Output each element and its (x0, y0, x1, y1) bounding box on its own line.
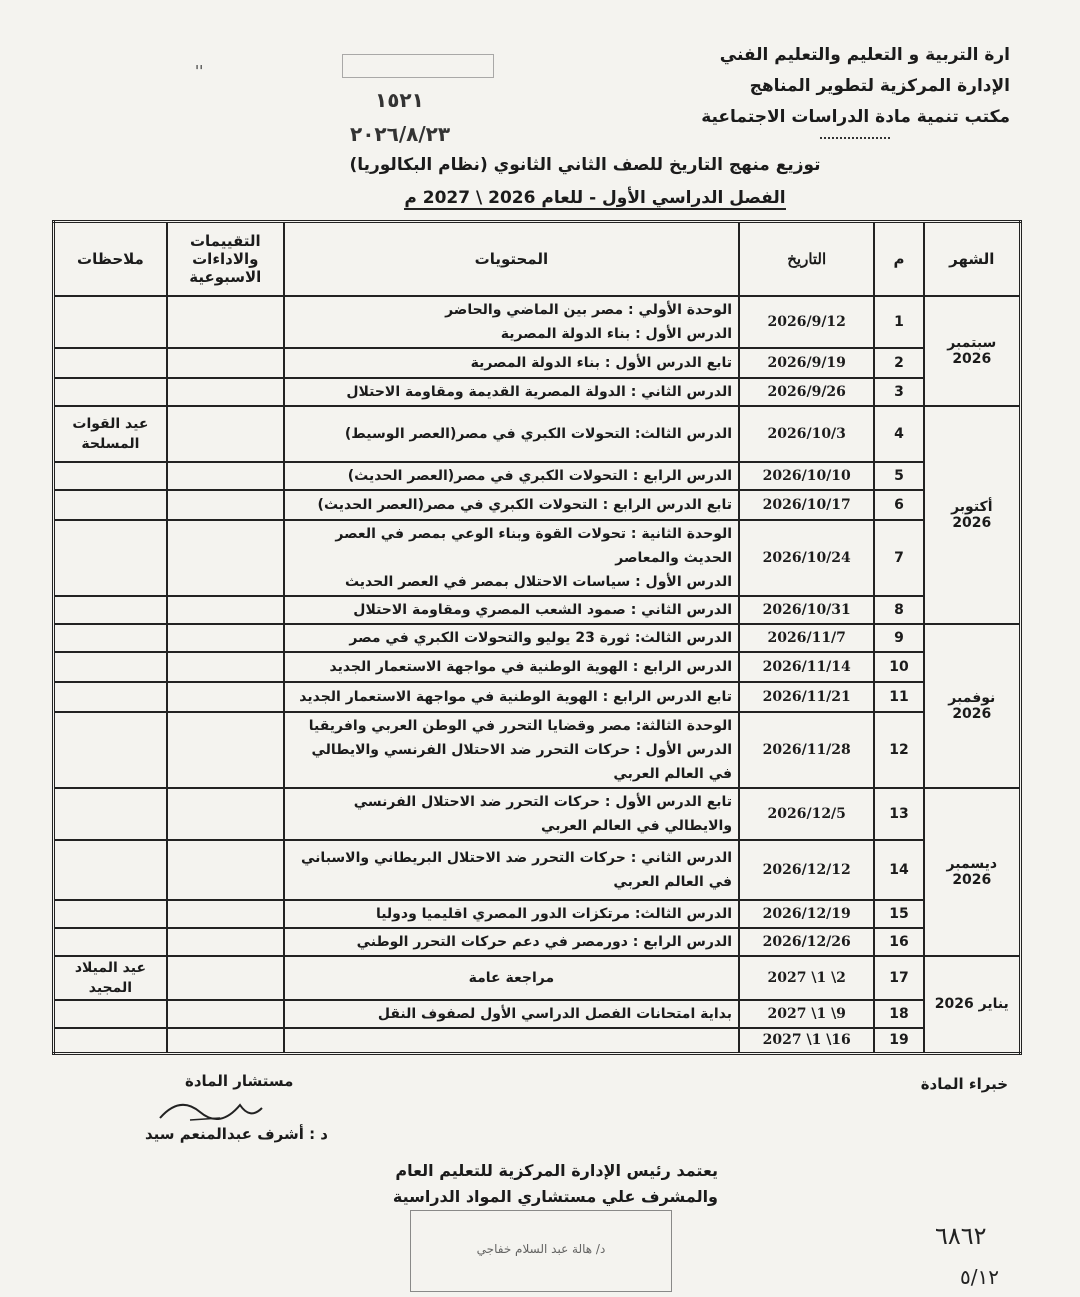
row-content: الدرس الثالث: مرتكزات الدور المصري اقليميا ودوليا (284, 900, 739, 928)
row-note (54, 788, 167, 840)
header-line-1: ارة التربية و التعليم والتعليم الفني (719, 45, 1010, 65)
row-content: الدرس الثاني : حركات التحرر ضد الاحتلال البريطاني والاسباني في العالم العربي (284, 840, 739, 900)
row-date: 2026/9/12 (739, 296, 874, 348)
table-header-row (54, 222, 1021, 296)
row-number: 7 (874, 520, 923, 596)
row-eval (167, 652, 284, 682)
table-body (54, 296, 1021, 1054)
experts-label: خبراء المادة (920, 1075, 1008, 1093)
row-content: الدرس الرابع : الهوية الوطنية في مواجهة الاستعمار الجديد (284, 652, 739, 682)
row-eval (167, 378, 284, 406)
row-number: 6 (874, 490, 923, 520)
row-date: 2027 \1 \9 (739, 1000, 874, 1028)
row-number: 16 (874, 928, 923, 956)
row-content: تابع الدرس الرابع : التحولات الكبري في مصر(العصر الحديث) (284, 490, 739, 520)
table-row (54, 956, 1021, 1000)
header-line-2: الإدارة المركزية لتطوير المناهج (749, 76, 1010, 96)
row-note (54, 378, 167, 406)
row-eval (167, 682, 284, 712)
row-date: 2026/11/14 (739, 652, 874, 682)
row-eval (167, 1000, 284, 1028)
margin-mark: '' (195, 62, 204, 80)
row-number: 14 (874, 840, 923, 900)
document-subtitle (0, 188, 1080, 208)
row-eval (167, 296, 284, 348)
row-number: 9 (874, 624, 923, 652)
row-eval (167, 624, 284, 652)
row-content: الدرس الثالث: التحولات الكبري في مصر(العصر الوسيط) (284, 406, 739, 462)
row-number: 4 (874, 406, 923, 462)
row-eval (167, 956, 284, 1000)
row-eval (167, 520, 284, 596)
row-note (54, 596, 167, 624)
row-date: 2026/12/12 (739, 840, 874, 900)
header-date: التاريخ (739, 222, 874, 296)
row-date: 2026/10/10 (739, 462, 874, 490)
table-row (54, 624, 1021, 652)
month-cell: ديسمبر 2026 (924, 788, 1021, 956)
table-row (54, 596, 1021, 624)
curriculum-table (52, 220, 1022, 1055)
table-row (54, 840, 1021, 900)
row-date: 2026/10/17 (739, 490, 874, 520)
row-note (54, 712, 167, 788)
official-stamp (410, 1210, 672, 1292)
row-content: الدرس الرابع : التحولات الكبري في مصر(العصر الحديث) (284, 462, 739, 490)
row-date: 2026/9/19 (739, 348, 874, 378)
row-date: 2026/12/5 (739, 788, 874, 840)
stamp-date: ٢٠٢٦/٨/٢٣ (350, 122, 451, 146)
table-row (54, 682, 1021, 712)
row-content: مراجعة عامة (284, 956, 739, 1000)
approval-block (388, 1158, 718, 1210)
row-number: 19 (874, 1028, 923, 1054)
table-row (54, 1028, 1021, 1054)
row-number: 5 (874, 462, 923, 490)
row-content: الدرس الرابع : دورمصر في دعم حركات التحرر الوطني (284, 928, 739, 956)
table-row (54, 928, 1021, 956)
row-number: 11 (874, 682, 923, 712)
row-eval (167, 406, 284, 462)
row-note (54, 900, 167, 928)
row-content: تابع الدرس الأول : حركات التحرر ضد الاحتلال الفرنسي والايطالي في العالم العربي (284, 788, 739, 840)
handwritten-number-2: ٥/١٢ (960, 1265, 999, 1289)
row-number: 8 (874, 596, 923, 624)
header-notes: ملاحظات (54, 222, 167, 296)
row-note (54, 296, 167, 348)
approval-line-1: يعتمد رئيس الإدارة المركزية للتعليم العام (395, 1161, 718, 1180)
table-row (54, 490, 1021, 520)
row-date: 2026/12/19 (739, 900, 874, 928)
row-date: 2026/11/21 (739, 682, 874, 712)
month-cell: أكتوبر 2026 (924, 406, 1021, 624)
signature (150, 1090, 270, 1130)
row-number: 3 (874, 378, 923, 406)
row-note (54, 1000, 167, 1028)
month-cell: سبتمبر 2026 (924, 296, 1021, 406)
table-row (54, 1000, 1021, 1028)
row-date: 2026/10/24 (739, 520, 874, 596)
stamp-number: ١٥٢١ (375, 88, 424, 112)
row-content: الدرس الثالث: ثورة 23 يوليو والتحولات الكبري في مصر (284, 624, 739, 652)
row-note (54, 682, 167, 712)
row-note (54, 652, 167, 682)
table-row (54, 378, 1021, 406)
row-number: 15 (874, 900, 923, 928)
table-row (54, 406, 1021, 462)
row-eval (167, 490, 284, 520)
table-row (54, 462, 1021, 490)
table-row (54, 348, 1021, 378)
row-date: 2027 \1 \2 (739, 956, 874, 1000)
row-number: 10 (874, 652, 923, 682)
row-number: 17 (874, 956, 923, 1000)
header-month: الشهر (924, 222, 1021, 296)
row-eval (167, 788, 284, 840)
row-note (54, 840, 167, 900)
row-number: 13 (874, 788, 923, 840)
registration-stamp (330, 52, 505, 147)
subtitle-text: الفصل الدراسي الأول - للعام 2026 \ 2027 م (404, 188, 786, 208)
header-line-3: مكتب تنمية مادة الدراسات الاجتماعية (701, 107, 1010, 127)
table-row (54, 652, 1021, 682)
row-eval (167, 596, 284, 624)
row-note (54, 462, 167, 490)
row-number: 18 (874, 1000, 923, 1028)
signer-name: د : أشرف عبدالمنعم سيد (145, 1125, 328, 1143)
row-content: تابع الدرس الأول : بناء الدولة المصرية (284, 348, 739, 378)
row-note: عيد الميلاد المجيد (54, 956, 167, 1000)
header-eval: التقييمات والاداءات الاسبوعية (167, 222, 284, 296)
row-content: تابع الدرس الرابع : الهوية الوطنية في مواجهة الاستعمار الجديد (284, 682, 739, 712)
row-number: 12 (874, 712, 923, 788)
row-note (54, 1028, 167, 1054)
handwritten-number: ٦٨٦٢ (935, 1222, 987, 1250)
row-note (54, 928, 167, 956)
row-content: بداية امتحانات الفصل الدراسي الأول لصفوف النقل (284, 1000, 739, 1028)
row-date: 2026/9/26 (739, 378, 874, 406)
row-note (54, 348, 167, 378)
table-row (54, 712, 1021, 788)
row-content: الوحدة الثانية : تحولات القوة وبناء الوعي بمصر في العصر الحديث والمعاصر الدرس الأول : سياسات الاحتلال بمصر في العصر الحديث (284, 520, 739, 596)
row-note (54, 490, 167, 520)
row-number: 1 (874, 296, 923, 348)
table-row (54, 900, 1021, 928)
stamp-name: د/ هالة عبد السلام خفاجي (476, 1242, 606, 1256)
row-eval (167, 712, 284, 788)
row-eval (167, 462, 284, 490)
ministry-header (701, 40, 1010, 139)
row-content: الوحدة الثالثة: مصر وقضايا التحرر في الوطن العربي وافريقيا الدرس الأول : حركات التحرر ضد الاحتلال الفرنسي والايطالي في العالم العربي (284, 712, 739, 788)
document-title: توزيع منهج التاريخ للصف الثاني الثانوي (نظام البكالوريا) (349, 155, 821, 175)
header-num: م (874, 222, 923, 296)
stamp-box (342, 54, 494, 78)
header-dotted-line (820, 137, 890, 139)
row-note: عيد القوات المسلحة (54, 406, 167, 462)
row-date: 2026/10/3 (739, 406, 874, 462)
row-date: 2027 \1 \16 (739, 1028, 874, 1054)
header-content: المحتويات (284, 222, 739, 296)
row-eval (167, 348, 284, 378)
table-row (54, 296, 1021, 348)
row-date: 2026/12/26 (739, 928, 874, 956)
row-content: الدرس الثاني : الدولة المصرية القديمة ومقاومة الاحتلال (284, 378, 739, 406)
row-eval (167, 928, 284, 956)
row-eval (167, 1028, 284, 1054)
row-note (54, 520, 167, 596)
row-date: 2026/10/31 (739, 596, 874, 624)
row-number: 2 (874, 348, 923, 378)
row-date: 2026/11/7 (739, 624, 874, 652)
approval-line-2: والمشرف علي مستشاري المواد الدراسية (392, 1187, 718, 1206)
row-content (284, 1028, 739, 1054)
row-content: الدرس الثاني : صمود الشعب المصري ومقاومة الاحتلال (284, 596, 739, 624)
month-cell: يناير 2026 (924, 956, 1021, 1054)
row-eval (167, 900, 284, 928)
row-content: الوحدة الأولي : مصر بين الماضي والحاضر الدرس الأول : بناء الدولة المصرية (284, 296, 739, 348)
row-eval (167, 840, 284, 900)
row-note (54, 624, 167, 652)
consultant-label: مستشار المادة (185, 1072, 294, 1090)
table-row (54, 520, 1021, 596)
table-row (54, 788, 1021, 840)
row-date: 2026/11/28 (739, 712, 874, 788)
month-cell: نوفمبر 2026 (924, 624, 1021, 788)
